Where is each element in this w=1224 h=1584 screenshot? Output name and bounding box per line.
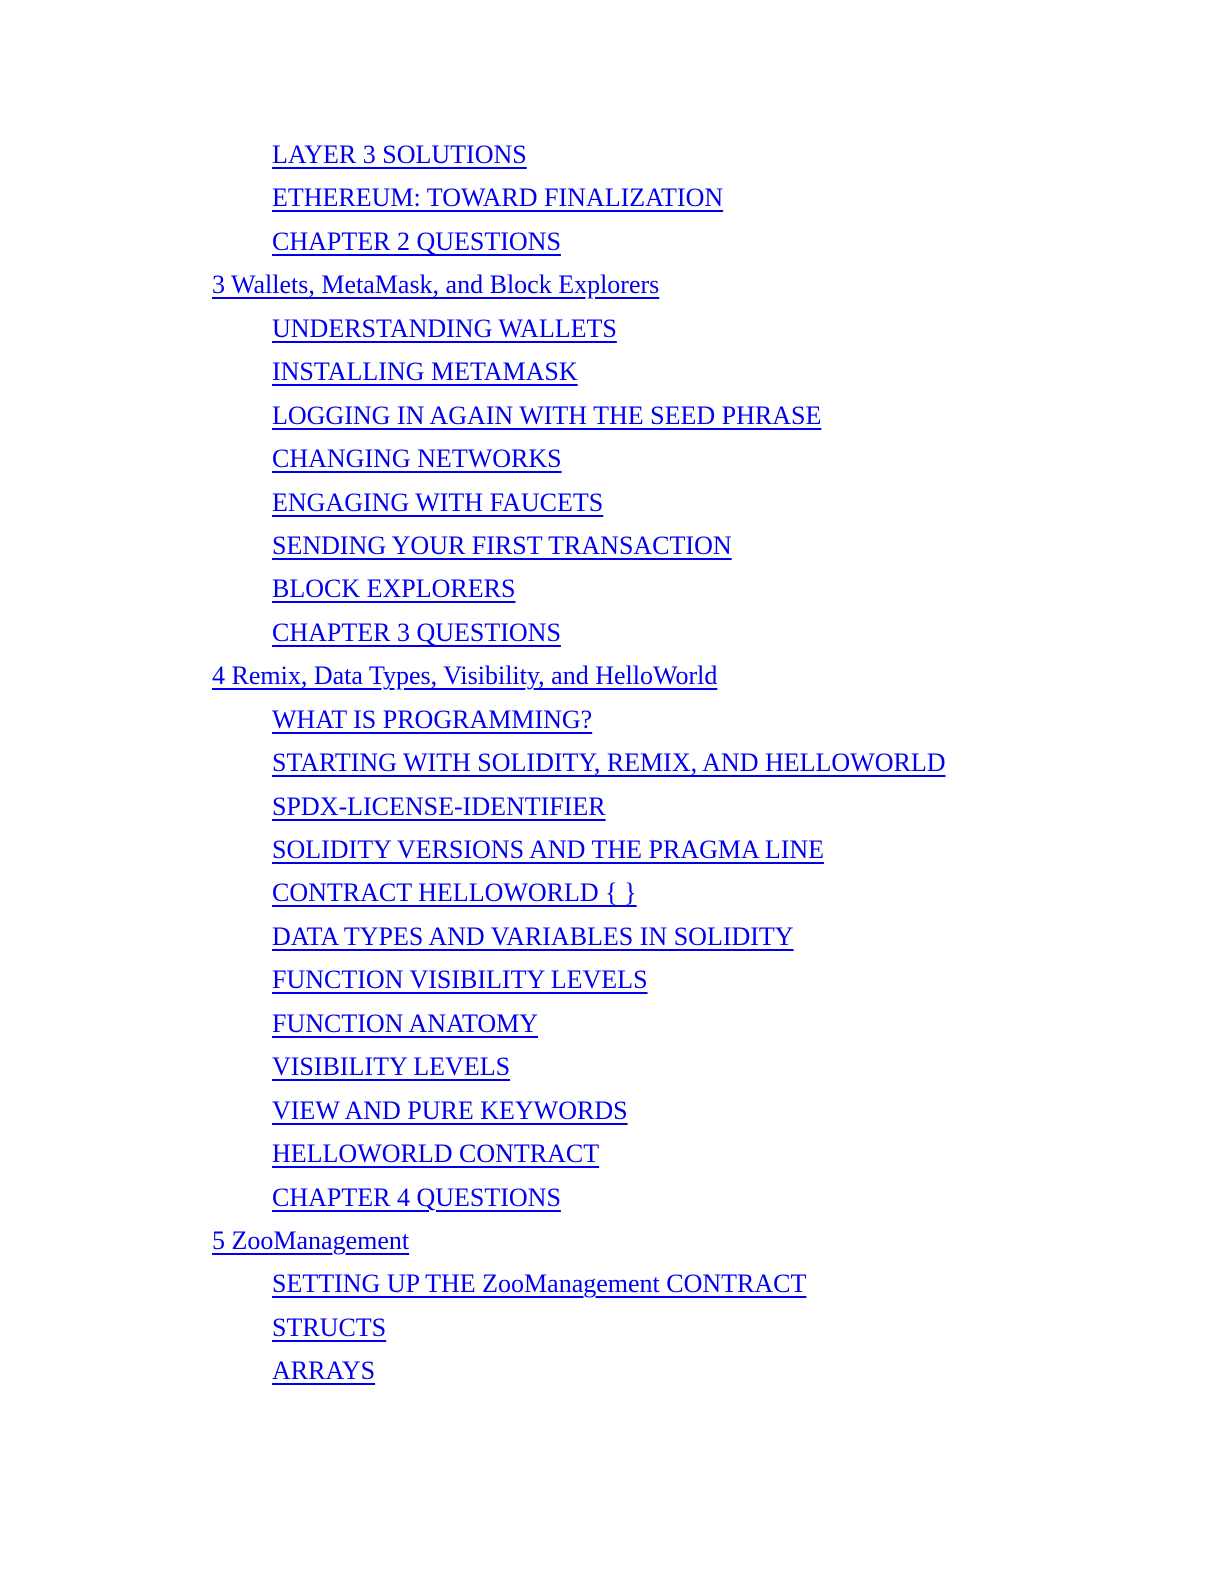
toc-row bbox=[212, 828, 1184, 871]
toc-row bbox=[212, 915, 1184, 958]
toc-row bbox=[212, 1045, 1184, 1088]
toc-link-section[interactable]: STRUCTS bbox=[272, 1312, 387, 1342]
toc-link-section[interactable]: VISIBILITY LEVELS bbox=[272, 1052, 511, 1082]
toc-link-section[interactable]: ETHEREUM: TOWARD FINALIZATION bbox=[272, 183, 724, 213]
toc-row bbox=[212, 394, 1184, 437]
toc-row bbox=[212, 481, 1184, 524]
toc-link-section[interactable]: HELLOWORLD CONTRACT bbox=[272, 1139, 600, 1169]
toc-link-chapter[interactable]: 5 ZooManagement bbox=[212, 1225, 410, 1255]
toc-row bbox=[212, 263, 1184, 306]
toc-link-section[interactable]: SETTING UP THE ZooManagement CONTRACT bbox=[272, 1269, 807, 1299]
toc-row bbox=[212, 350, 1184, 393]
toc-link-section[interactable]: INSTALLING METAMASK bbox=[272, 357, 578, 387]
toc-link-section[interactable]: CONTRACT HELLOWORLD { } bbox=[272, 878, 637, 908]
toc-row bbox=[212, 1002, 1184, 1045]
toc-row bbox=[212, 1176, 1184, 1219]
toc-row bbox=[212, 1349, 1184, 1392]
toc-row bbox=[212, 611, 1184, 654]
toc-link-section[interactable]: ENGAGING WITH FAUCETS bbox=[272, 487, 604, 517]
toc-link-section[interactable]: BLOCK EXPLORERS bbox=[272, 574, 516, 604]
toc-link-section[interactable]: LOGGING IN AGAIN WITH THE SEED PHRASE bbox=[272, 400, 822, 430]
toc-link-section[interactable]: VIEW AND PURE KEYWORDS bbox=[272, 1095, 628, 1125]
toc-row bbox=[212, 1306, 1184, 1349]
toc-row bbox=[212, 1089, 1184, 1132]
toc-row bbox=[212, 741, 1184, 784]
toc-row bbox=[212, 1262, 1184, 1305]
table-of-contents bbox=[212, 133, 1184, 1393]
toc-row bbox=[212, 437, 1184, 480]
toc-link-chapter[interactable]: 4 Remix, Data Types, Visibility, and HelloWorld bbox=[212, 661, 718, 691]
toc-link-section[interactable]: DATA TYPES AND VARIABLES IN SOLIDITY bbox=[272, 921, 794, 951]
toc-link-section[interactable]: ARRAYS bbox=[272, 1356, 376, 1386]
toc-link-section[interactable]: SENDING YOUR FIRST TRANSACTION bbox=[272, 530, 732, 560]
toc-row bbox=[212, 654, 1184, 697]
toc-link-section[interactable]: SOLIDITY VERSIONS AND THE PRAGMA LINE bbox=[272, 835, 825, 864]
toc-link-section[interactable]: CHAPTER 2 QUESTIONS bbox=[272, 226, 561, 256]
toc-link-section[interactable]: SPDX-LICENSE-IDENTIFIER bbox=[272, 791, 606, 821]
toc-row bbox=[212, 958, 1184, 1001]
toc-link-section[interactable]: LAYER 3 SOLUTIONS bbox=[272, 140, 527, 169]
toc-row bbox=[212, 567, 1184, 610]
toc-row bbox=[212, 307, 1184, 350]
toc-row bbox=[212, 698, 1184, 741]
toc-link-section[interactable]: UNDERSTANDING WALLETS bbox=[272, 313, 617, 343]
toc-link-section[interactable]: FUNCTION VISIBILITY LEVELS bbox=[272, 965, 648, 995]
toc-link-section[interactable]: WHAT IS PROGRAMMING? bbox=[272, 704, 593, 734]
toc-row bbox=[212, 524, 1184, 567]
toc-link-section[interactable]: CHANGING NETWORKS bbox=[272, 444, 562, 474]
toc-row bbox=[212, 133, 1184, 176]
toc-row bbox=[212, 1219, 1184, 1262]
toc-row bbox=[212, 785, 1184, 828]
toc-row bbox=[212, 176, 1184, 219]
toc-row bbox=[212, 1132, 1184, 1175]
toc-link-section[interactable]: CHAPTER 4 QUESTIONS bbox=[272, 1182, 561, 1212]
toc-link-chapter[interactable]: 3 Wallets, MetaMask, and Block Explorers bbox=[212, 270, 660, 300]
toc-link-section[interactable]: STARTING WITH SOLIDITY, REMIX, AND HELLOWORLD bbox=[272, 748, 946, 778]
toc-link-section[interactable]: CHAPTER 3 QUESTIONS bbox=[272, 617, 561, 647]
toc-row bbox=[212, 220, 1184, 263]
toc-row bbox=[212, 871, 1184, 914]
toc-link-section[interactable]: FUNCTION ANATOMY bbox=[272, 1008, 539, 1038]
